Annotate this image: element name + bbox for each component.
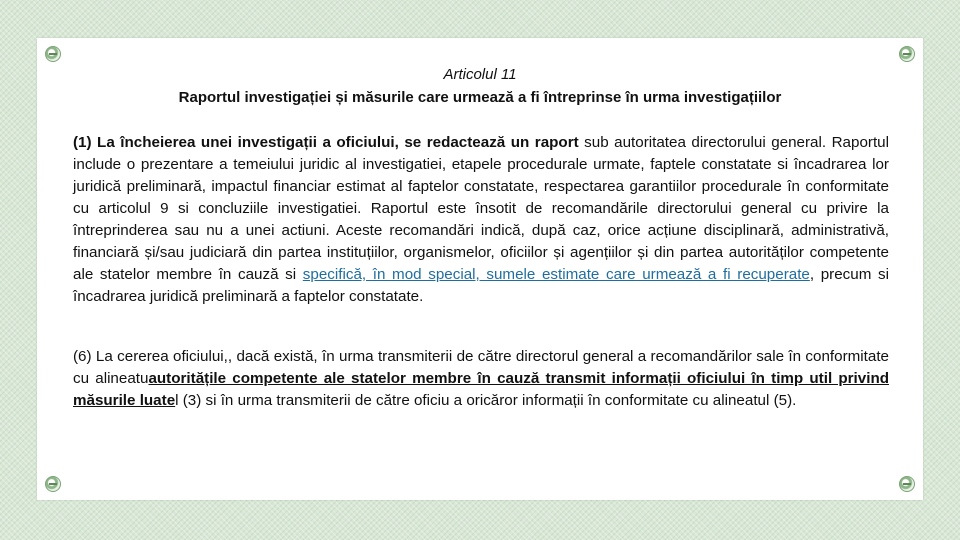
paragraph-6: [73, 346, 889, 412]
paragraph-1: [73, 132, 889, 308]
corner-ornament-icon: [899, 476, 915, 492]
corner-ornament-icon: [899, 46, 915, 62]
article-number: Articolul 11: [443, 66, 517, 83]
paragraph-6-underlined: autoritățile competente ale statelor membre în cauză transmit informații oficiului în timp util privind măsurile luate: [73, 370, 889, 409]
document-slide: [37, 38, 923, 500]
corner-ornament-icon: [45, 46, 61, 62]
paragraph-6-ending: l (3) si în urma transmiterii de către oficiu a oricăror informații în conformitate cu alineatul (5).: [175, 392, 797, 409]
paragraph-1-ending: , precum si încadrarea juridică preliminară a faptelor constatate.: [73, 266, 889, 305]
paragraph-1-text: sub autoritatea directorului general. Raportul include o prezentare a temeiului juridic al investigatiei, etapele procedurale urmate, faptele constatate si încadrarea lor juridică preliminară, impactul financiar estimat al faptelor constatate, respectarea garantiilor procedurale în conformitate cu articolul 9 si concluziile investigatiei. Raportul este însotit de recomandările directorului general cu privire la întreprinderea sau nu a unei actiuni. Aceste recomandări indică, după caz, orice acțiune disciplinară, administrativă, financiară și/sau judiciară din partea instituțiilor, organismelor, oficiilor și agențiilor și din partea autorităților competente ale statelor membre în cauză si: [73, 134, 889, 283]
paragraph-1-link[interactable]: specifică, în mod special, sumele estimate care urmează a fi recuperate: [302, 266, 810, 283]
corner-ornament-icon: [45, 476, 61, 492]
article-title: Raportul investigației și măsurile care urmează a fi întreprinse în urma investigațiilor: [178, 89, 782, 106]
paragraph-6-text: (6) La cererea oficiului,, dacă există, în urma transmiterii de către directorul general a recomandărilor sale în conformitate cu alineatu: [73, 348, 889, 387]
paragraph-1-lead: (1) La încheierea unei investigații a oficiului, se redactează un raport: [73, 134, 579, 151]
